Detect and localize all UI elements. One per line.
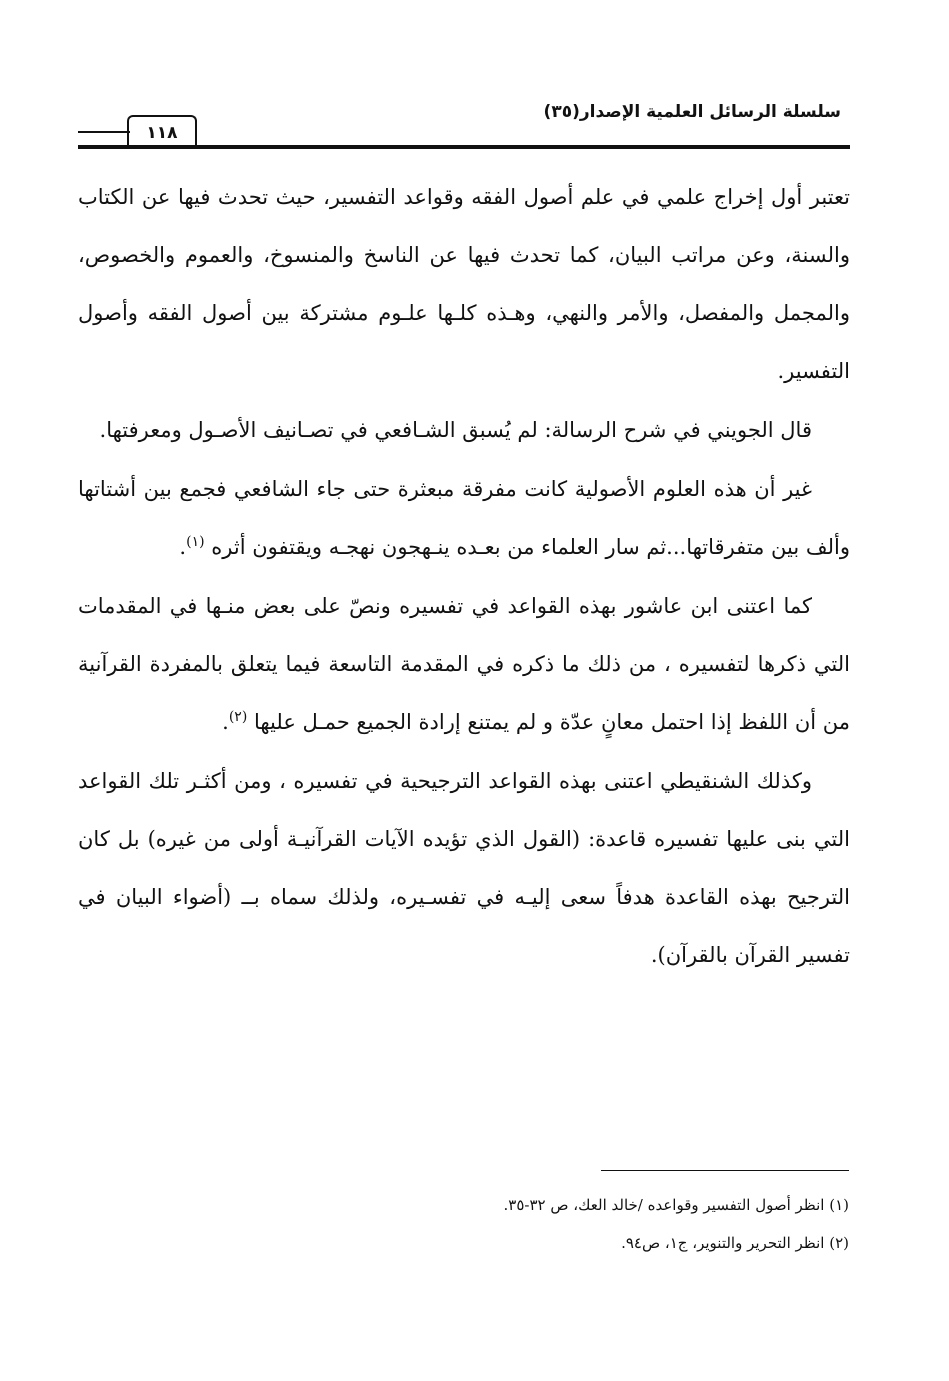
page-number-box: [127, 115, 197, 148]
paragraph-4: كما اعتنى ابن عاشور بهذه القواعد في تفسيره ونصّ على بعض منـها في المقدمات التي ذكرها لتفسيره ، من ذلك ما ذكره في المقدمة التاسعة فيما يتعلق بالمفردة القرآنية من أن اللفظ إذا احتمل معانٍ عدّة و لم يمتنع إرادة الجميع حمـل عليها $^{(٢)}$.: [78, 594, 850, 734]
footnote-ref-2[interactable]: (٢): [228, 709, 248, 725]
header-rule-thin: [78, 131, 130, 133]
footnote-2: (٢) انظر التحرير والتنوير، ج١، ص٩٤.: [621, 1234, 849, 1252]
page-number: ١١٨: [146, 122, 178, 143]
footnote-ref-1[interactable]: (١): [186, 534, 205, 550]
header-rule-thick: [78, 145, 850, 149]
footnote-separator: [601, 1170, 849, 1171]
paragraph-2: قال الجويني في شرح الرسالة: لم يُسبق الشـافعي في تصـانيف الأصـول ومعرفتها.: [99, 418, 812, 442]
footnotes: [169, 1186, 849, 1262]
footnote-1: (١) انظر أصول التفسير وقواعده /خالد العك، ص ٣٢-٣٥.: [503, 1196, 849, 1214]
paragraph-5: وكذلك الشنقيطي اعتنى بهذه القواعد الترجيحية في تفسيره ، ومن أكثـر تلك القواعد التي بنى عليها تفسيره قاعدة: (القول الذي تؤيده الآيات القرآنيـة أولى من غيره) بل كان الترجيح بهذه القاعدة هدفاً سعى إليـه في تفسـيره، ولذلك سماه بــ (أضواء البيان في تفسير القرآن بالقرآن).: [78, 769, 850, 967]
body-text: [78, 168, 850, 985]
paragraph-1: تعتبر أول إخراج علمي في علم أصول الفقه وقواعد التفسير، حيث تحدث فيها عن الكتاب والسنة، وعن مراتب البيان، كما تحدث فيها عن الناسخ والمنسوخ، والعموم والخصوص، والمجمل والمفصل، والأمر والنهي، وهـذه كلـها علـوم مشتركة بين أصول الفقه وأصول التفسير.: [78, 185, 850, 383]
running-header-title: سلسلة الرسائل العلمية الإصدار(٣٥): [543, 102, 841, 122]
paragraph-3: غير أن هذه العلوم الأصولية كانت مفرقة مبعثرة حتى جاء الشافعي فجمع بين أشتاتها وألف بين متفرقاتها...ثم سار العلماء من بعـده ينـهجون نهجـه ويقتفون أثره $^{(١)}$.: [78, 477, 850, 559]
